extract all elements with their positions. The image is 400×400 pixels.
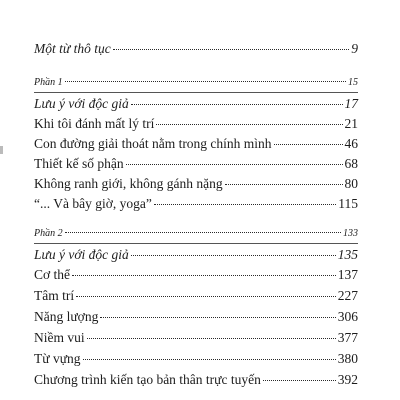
toc-entry-title: Một từ thô tục [34, 41, 111, 56]
toc-entry [34, 96, 358, 112]
toc-entry [34, 247, 358, 263]
dot-leader [154, 204, 336, 205]
toc-entry-page: 9 [351, 41, 358, 56]
part-1-heading [34, 75, 358, 91]
part-label: Phần 1 [34, 77, 63, 88]
dot-leader [156, 124, 342, 125]
toc-entry-title: Cơ thể [34, 267, 71, 282]
toc-entry [34, 196, 358, 212]
toc-entry-title: Từ vựng [34, 351, 81, 366]
dot-leader [131, 255, 336, 256]
toc-entry-page: 392 [337, 372, 358, 387]
toc-entry [34, 309, 358, 325]
toc-entry [34, 116, 358, 132]
toc-entry-page: 306 [337, 309, 358, 324]
dot-leader [100, 317, 335, 318]
dot-leader [263, 380, 336, 381]
toc-entry-page: 46 [344, 136, 358, 151]
toc-entry [34, 330, 358, 346]
toc-entry-title: Chương trình kiến tạo bản thân trực tuyến [34, 372, 261, 387]
toc-entry-page: 115 [338, 196, 358, 211]
toc-entry [34, 288, 358, 304]
toc-entry-title: Khi tôi đánh mất lý trí [34, 116, 155, 131]
toc-entry-page: 377 [337, 330, 358, 345]
toc-entry [34, 372, 358, 388]
toc-entry-page: 68 [344, 156, 358, 171]
toc-entry-title: Niềm vui [34, 330, 85, 345]
toc-entry-page: 17 [344, 96, 358, 111]
page-edge-mark [0, 146, 3, 154]
dot-leader [113, 49, 350, 50]
toc-entry [34, 267, 358, 283]
dot-leader [87, 338, 336, 339]
toc-entry [34, 176, 358, 192]
part-page: 133 [343, 228, 358, 239]
dot-leader [72, 275, 336, 276]
part-2-rule [34, 243, 358, 244]
toc-entry-title: Lưu ý với độc giả [34, 96, 129, 111]
toc-entry-page: 137 [337, 267, 358, 282]
toc-entry-title: “... Và bây giờ, yoga” [34, 196, 152, 211]
dot-leader [83, 359, 336, 360]
toc-entry-page: 135 [337, 247, 358, 262]
dot-leader [65, 232, 341, 233]
part-page: 15 [348, 77, 358, 88]
toc-entry [34, 351, 358, 367]
dot-leader [126, 164, 343, 165]
toc-entry-title: Tâm trí [34, 288, 75, 303]
dot-leader [274, 144, 343, 145]
part-2-heading [34, 226, 358, 242]
toc-entry-title: Năng lượng [34, 309, 99, 324]
toc-entry [34, 156, 358, 172]
toc-entry-page: 21 [344, 116, 358, 131]
toc-entry-page: 380 [337, 351, 358, 366]
toc-entry-page: 80 [344, 176, 358, 191]
dot-leader [225, 184, 343, 185]
part-label: Phần 2 [34, 228, 63, 239]
toc-entry-title: Thiết kế số phận [34, 156, 124, 171]
toc-entry-title: Không ranh giới, không gánh nặng [34, 176, 223, 191]
dot-leader [65, 81, 346, 82]
toc-entry-title: Lưu ý với độc giả [34, 247, 129, 262]
part-1-rule [34, 92, 358, 93]
toc-entry-title: Con đường giải thoát nằm trong chính mình [34, 136, 272, 151]
dot-leader [131, 104, 343, 105]
toc-entry-page: 227 [337, 288, 358, 303]
toc-entry-intro [34, 41, 358, 57]
toc-entry [34, 136, 358, 152]
dot-leader [76, 296, 336, 297]
